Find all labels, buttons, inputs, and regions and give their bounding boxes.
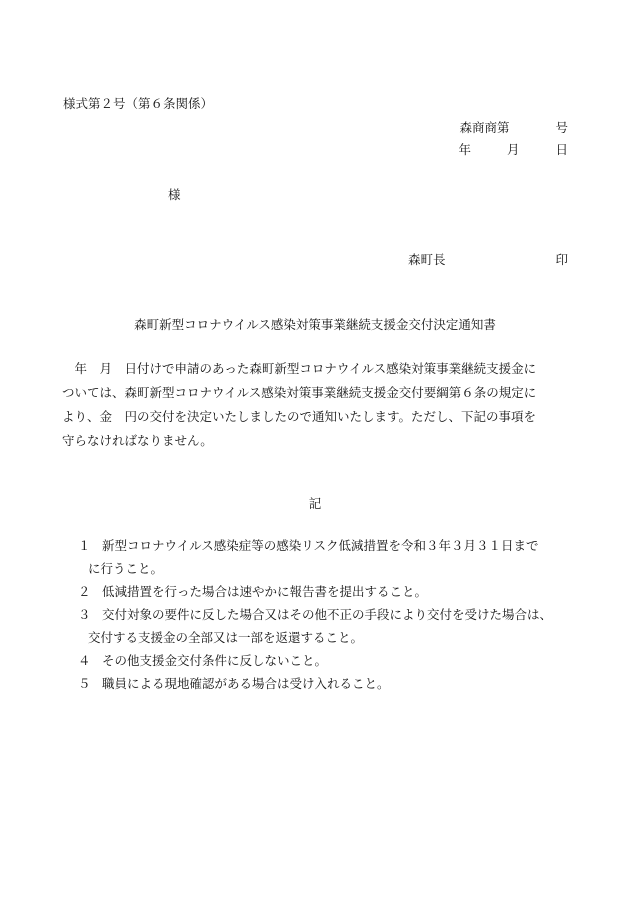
recipient-honorific: 様 — [168, 187, 181, 202]
list-item-continuation: 交付する支援金の全部又は一部を返還すること。 — [88, 630, 364, 645]
list-item-text: 職員による現地確認がある場合は受け入れること。 — [102, 676, 390, 691]
list-item-number: ３ — [78, 607, 91, 622]
list-item-text: 交付対象の要件に反した場合又はその他不正の手段により交付を受けた場合は、 — [102, 607, 553, 622]
list-item-text: その他支援金交付条件に反しないこと。 — [102, 653, 328, 668]
section-heading-ki: 記 — [308, 496, 322, 511]
list-item — [78, 586, 427, 599]
list-item-text: 新型コロナウイルス感染症等の感染リスク低減措置を令和３年３月３１日まで — [102, 538, 539, 553]
list-item-continuation: に行うこと。 — [88, 561, 164, 576]
list-item — [78, 678, 390, 691]
body-line: 年 月 日付けで申請のあった森町新型コロナウイルス感染対策事業継続支援金に — [62, 361, 537, 376]
body-line: より、金 円の交付を決定いたしましたので通知いたします。ただし、下記の事項を — [62, 409, 537, 424]
document-number-suffix: 号 — [555, 120, 568, 135]
seal-mark: 印 — [555, 252, 568, 267]
list-item — [78, 609, 552, 622]
date-month-label: 月 — [506, 142, 520, 157]
sender — [408, 254, 568, 267]
list-item — [78, 540, 539, 553]
body-line: 守らなければなりません。 — [62, 433, 213, 448]
date-day-label: 日 — [555, 142, 568, 157]
body-line: ついては、森町新型コロナウイルス感染対策事業継続支援金交付要綱第６条の規定に — [62, 385, 537, 400]
list-item-text: 低減措置を行った場合は速やかに報告書を提出すること。 — [102, 584, 428, 599]
list-item-number: ２ — [78, 584, 91, 599]
document-number-prefix: 森商商第 — [459, 120, 510, 135]
form-number: 様式第２号（第６条関係） — [63, 96, 214, 111]
date-year-label: 年 — [458, 142, 471, 157]
document-title: 森町新型コロナウイルス感染対策事業継続支援金交付決定通知書 — [134, 317, 496, 332]
issue-date — [458, 144, 568, 157]
list-item — [78, 655, 327, 668]
list-item-number: １ — [78, 538, 91, 553]
list-item-number: ４ — [78, 653, 91, 668]
list-item-number: ５ — [78, 676, 91, 691]
document-number — [459, 122, 568, 135]
sender-name: 森町長 — [408, 252, 446, 267]
